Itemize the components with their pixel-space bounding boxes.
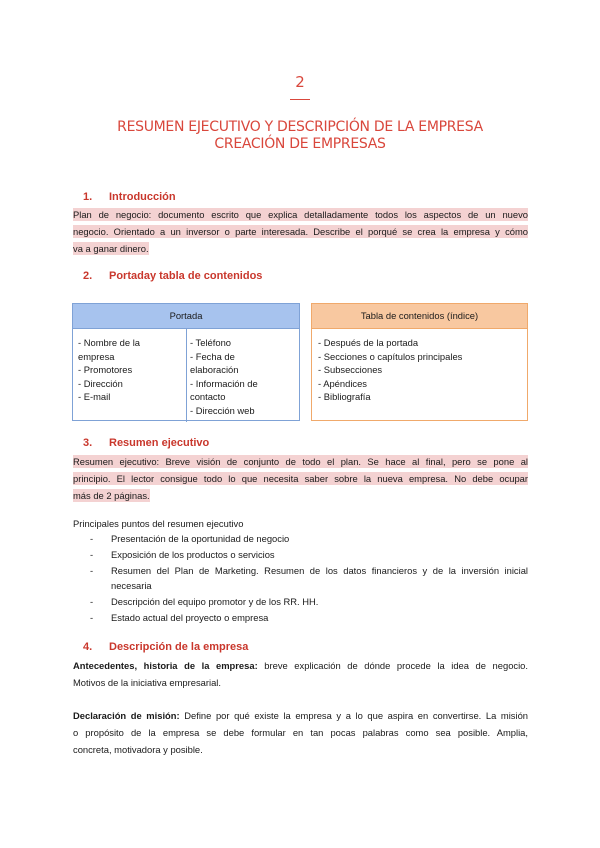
- document-page: 2 RESUMEN EJECUTIVO Y DESCRIPCIÓN DE LA EMPRESA CREACIÓN DE EMPRESAS 1. Introducción Plan de negocio: documento escrito que explica detalladamente todos los aspectos de un nuevo negocio. Orientado a un inversor o parte interesada. Describe el porqué se crea la empresa y cómo va a ganar dinero. 2. Portaday tabla de contenidos Portada - Nombre de la empresa - Promotores - Dirección - E-mail - Teléfono - Fecha de elaboración - Información de contacto - Dirección web Tabla de contenidos (índice) - Después de la portada - Secciones o capítulos principales - Subsecciones - Apéndices - Bibliografía 3. Resumen ejecutivo Resumen ejecutivo: Breve visión de conjunto de todo el plan. Se hace al final, pero se pone al principio. El lector consigue todo lo que necesita saber sobre la nueva empresa. No debe ocupar más de 2 páginas. Principales puntos del resumen ejecutivo - Presentación de la oportunidad de negocio - Exposición de los productos o servicios - Resumen del Plan de Marketing. Resumen de los datos financieros y de la inversión inicial necesaria - Descripción del equipo promotor y de los RR. HH. - Estado actual del proyecto o empresa 4. Descripción de la empresa Antecedentes, historia de la empresa: breve explicación de dónde procede la idea de negocio. Motivos de la iniciativa empresarial. Declaración de misión: Define por qué existe la empresa y a lo que aspira en convertirse. La misión o propósito de la empresa se debe formular en tan pocas palabras como sea posible. Amplia, concreta, motivadora y posible.: [0, 0, 600, 848]
- page-title: [0, 119, 600, 153]
- section-2-heading: 2. Portaday tabla de contenidos: [83, 270, 263, 282]
- mision-paragraph: Declaración de misión: Define por qué existe la empresa y a lo que aspira en convertirse. La misión o propósito de la empresa se debe formular en tan pocas palabras como sea posible. Amplia, concreta, motivadora y posible.: [73, 710, 528, 755]
- section-3-heading: 3. Resumen ejecutivo: [83, 437, 210, 449]
- intro-line-1: Plan de negocio: documento escrito que explica detalladamente todos los aspectos de un nuevo: [73, 209, 528, 220]
- portada-header: Portada: [73, 304, 299, 329]
- portada-divider: [186, 329, 187, 422]
- intro-line-3: va a ganar dinero.: [73, 243, 149, 254]
- antecedentes-paragraph: Antecedentes, historia de la empresa: breve explicación de dónde procede la idea de negocio. Motivos de la iniciativa empresarial.: [73, 660, 528, 688]
- tabla-contenidos-box: [311, 303, 528, 421]
- resumen-intro: Principales puntos del resumen ejecutivo: [73, 518, 244, 529]
- title-line-2: CREACIÓN DE EMPRESAS: [214, 136, 386, 152]
- section-1-text: [73, 206, 528, 257]
- tabla-header: Tabla de contenidos (índice): [312, 304, 527, 329]
- resumen-line-2: principio. El lector consigue todo lo que necesita saber sobre la nueva empresa. No debe ocupar: [73, 473, 528, 484]
- intro-line-2: negocio. Orientado a un inversor o parte interesada. Describe el porqué se crea la empresa y cómo: [73, 226, 528, 237]
- section-4-heading: 4. Descripción de la empresa: [83, 641, 249, 653]
- section-3-text: [73, 453, 528, 504]
- page-number-underline: [290, 99, 310, 100]
- resumen-line-1: Resumen ejecutivo: Breve visión de conjunto de todo el plan. Se hace al final, pero se pone al: [73, 456, 528, 467]
- page-number: 2: [295, 73, 305, 91]
- portada-col-2: - Teléfono - Fecha de elaboración - Información de contacto - Dirección web: [190, 337, 258, 416]
- title-line-1: RESUMEN EJECUTIVO Y DESCRIPCIÓN DE LA EMPRESA: [117, 119, 483, 135]
- resumen-line-3: más de 2 páginas.: [73, 490, 150, 501]
- portada-box: [72, 303, 300, 421]
- tabla-items: - Después de la portada - Secciones o capítulos principales - Subsecciones - Apéndices - Bibliografía: [318, 337, 463, 402]
- section-1-heading: 1. Introducción: [83, 191, 176, 203]
- portada-col-1: - Nombre de la empresa - Promotores - Dirección - E-mail: [78, 337, 141, 402]
